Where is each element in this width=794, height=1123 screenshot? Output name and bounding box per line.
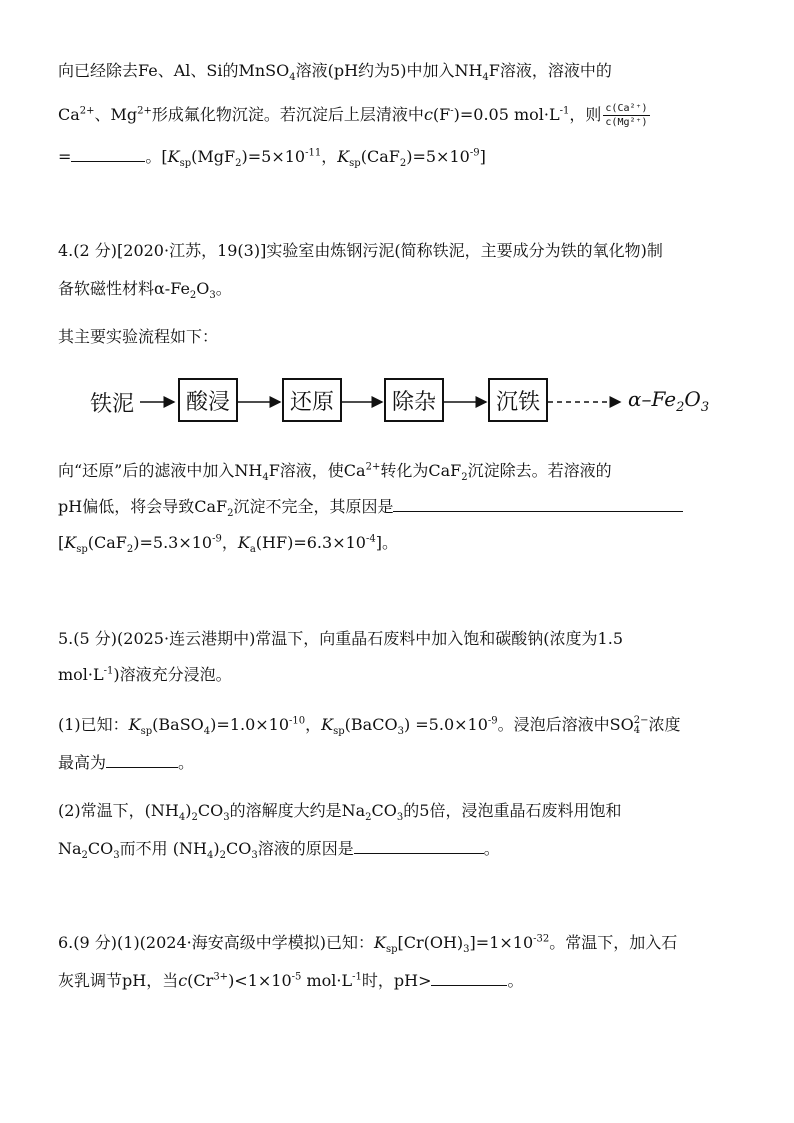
text: 4.(2 分)[2020·江苏，19(3)]实验室由炼钢污泥(简称铁泥，主要成分为铁的氧化物)制	[58, 241, 663, 260]
subscript: 3	[113, 850, 120, 862]
text: [	[58, 533, 65, 552]
subscript: 2	[399, 158, 407, 170]
subscript: 4	[262, 472, 269, 484]
text: CO	[197, 801, 224, 820]
text: 、Mg	[94, 105, 138, 124]
text: (BaSO	[152, 715, 204, 734]
text: K	[64, 533, 77, 552]
text: )	[185, 801, 192, 820]
q4-line-2	[58, 278, 232, 300]
subscript: 2	[676, 400, 685, 415]
subscript: 3	[397, 726, 404, 738]
text: ，则	[569, 105, 602, 124]
text: 。	[483, 839, 500, 858]
text: 的溶解度大约是Na	[229, 801, 366, 820]
fraction-denominator: c(Mg²⁺)	[605, 117, 648, 128]
text: mol·L	[301, 971, 353, 990]
text: ) =5.0×10	[403, 715, 488, 734]
superscript: -5	[291, 971, 302, 983]
text: 。	[215, 279, 232, 298]
text: )溶液充分浸泡。	[113, 665, 232, 684]
subscript: 3	[209, 290, 216, 302]
superscript: 2+	[79, 105, 95, 117]
text: )=0.05 mol·L	[453, 105, 560, 124]
superscript: -11	[305, 147, 322, 159]
text: 溶液(pH约为5)中加入NH	[295, 61, 483, 80]
subscript: 2	[227, 508, 234, 520]
text: ]	[479, 147, 486, 166]
answer-blank[interactable]	[106, 753, 178, 768]
flow-step-impurity-removal	[384, 378, 444, 422]
text: O	[684, 387, 701, 411]
text: 浓度	[648, 715, 681, 734]
subscript: 2	[81, 850, 88, 862]
flow-step-iron-precipitation	[488, 378, 548, 422]
text: (Cr	[187, 971, 214, 990]
text: 。	[178, 753, 195, 772]
subscript: 3	[700, 400, 710, 415]
subscript: 2	[461, 472, 468, 484]
subscript: 4	[633, 724, 641, 736]
text: 。[	[145, 147, 168, 166]
text: 沉铁	[495, 389, 540, 415]
fraction-numerator: c(Ca²⁺)	[605, 103, 648, 114]
text: ，	[321, 147, 338, 166]
q6-line-1	[58, 932, 677, 954]
q6-line-2	[58, 970, 524, 992]
subscript: 4	[178, 812, 186, 824]
superscript: -1	[103, 665, 114, 677]
text: ，	[305, 715, 322, 734]
text: 形成氟化物沉淀。若沉淀后上层清液中	[151, 105, 424, 124]
text: 。常温下，加入石	[549, 933, 678, 952]
q3-line-2	[58, 102, 650, 129]
text: (CaF	[87, 533, 127, 552]
concentration-ratio-fraction	[603, 102, 649, 129]
q5-line-4	[58, 752, 194, 774]
text: 备软磁性材料α-Fe	[58, 279, 190, 298]
text: )	[213, 839, 220, 858]
text: )<1×10	[228, 971, 292, 990]
text: 向“还原”后的滤液中加入NH	[58, 461, 263, 480]
text: (HF)=6.3×10	[255, 533, 366, 552]
text: K	[337, 147, 350, 166]
text: 的5倍，浸泡重晶石废料用饱和	[403, 801, 622, 820]
flow-end-label	[628, 387, 710, 415]
text: K	[128, 715, 141, 734]
subscript: 3	[463, 944, 470, 956]
text: 还原	[289, 389, 334, 415]
q5-line-1	[58, 628, 623, 650]
subscript: sp	[333, 726, 345, 738]
text: 溶液的原因是	[257, 839, 354, 858]
text: 除杂	[391, 389, 436, 415]
text: F溶液，使Ca	[268, 461, 366, 480]
subscript: 3	[396, 812, 404, 824]
q4-line-4	[58, 460, 612, 482]
subscript: sp	[140, 726, 153, 738]
sulfate-charge-script	[634, 716, 649, 736]
text: ，	[221, 533, 238, 552]
subscript: 2	[219, 850, 226, 862]
superscript: -9	[212, 533, 222, 545]
subscript: sp	[349, 158, 361, 170]
text: (MgF	[191, 147, 236, 166]
superscript: -9	[487, 715, 498, 727]
text: (F	[432, 105, 451, 124]
answer-blank[interactable]	[354, 839, 484, 854]
flow-start-label: 铁泥	[90, 392, 135, 417]
text: [Cr(OH)	[397, 933, 464, 952]
text: (BaCO	[344, 715, 398, 734]
subscript: 2	[191, 812, 198, 824]
subscript: 4	[289, 72, 296, 84]
text: 6.(9 分)(1)(2024·海安高级中学模拟)已知：	[58, 933, 374, 952]
text: Na	[58, 839, 82, 858]
superscript: 2+	[137, 105, 152, 117]
superscript: -1	[352, 971, 362, 983]
text: CO	[87, 839, 114, 858]
process-flow-diagram	[90, 378, 730, 426]
text: 沉淀不完全，其原因是	[233, 497, 394, 516]
subscript: a	[249, 544, 256, 556]
q5-line-2	[58, 664, 232, 686]
superscript: -9	[469, 147, 480, 159]
q5-line-3	[58, 714, 681, 736]
superscript: -32	[533, 933, 550, 945]
superscript: -4	[365, 533, 376, 545]
answer-blank[interactable]	[393, 497, 683, 512]
answer-blank[interactable]	[431, 971, 507, 986]
superscript: -1	[559, 105, 570, 117]
text: mol·L	[58, 665, 104, 684]
q5-line-5	[58, 800, 621, 822]
text: 转化为CaF	[380, 461, 462, 480]
text: )=5.3×10	[133, 533, 213, 552]
flow-step-acid-leach	[178, 378, 238, 422]
text: =	[58, 147, 72, 166]
text: 其主要实验流程如下：	[58, 327, 219, 346]
text: 最高为	[58, 753, 107, 772]
text: (2)常温下，(NH	[58, 801, 179, 820]
text: K	[373, 933, 386, 952]
text: pH偏低，将会导致CaF	[58, 497, 228, 516]
text: 灰乳调节pH，当	[58, 971, 179, 990]
text: K	[321, 715, 334, 734]
text: 。浸泡后溶液中SO	[497, 715, 634, 734]
q4-line-1	[58, 240, 663, 262]
subscript: 3	[223, 812, 230, 824]
text: )=1.0×10	[210, 715, 290, 734]
superscript: 2+	[365, 461, 381, 473]
text: c	[423, 105, 433, 124]
text: 向已经除去Fe、Al、Si的MnSO	[58, 61, 290, 80]
text: CO	[225, 839, 252, 858]
superscript: -	[450, 105, 454, 117]
subscript: 2	[365, 812, 372, 824]
subscript: 2	[189, 290, 197, 302]
q3-line-1	[58, 60, 612, 82]
text: CO	[371, 801, 397, 820]
text: O	[196, 279, 210, 298]
text: )=5×10	[406, 147, 470, 166]
superscript: 3+	[213, 971, 229, 983]
text: 5.(5 分)(2025·连云港期中)常温下，向重晶石废料中加入饱和碳酸钠(浓度为1.5	[58, 629, 623, 648]
subscript: sp	[385, 944, 398, 956]
q5-line-6	[58, 838, 500, 860]
q3-line-3	[58, 146, 486, 168]
subscript: 4	[203, 726, 211, 738]
superscript: 2−	[633, 714, 649, 726]
text: 酸浸	[185, 389, 230, 415]
text: c	[178, 971, 188, 990]
text: 沉淀除去。若溶液的	[467, 461, 612, 480]
q4-line-3	[58, 326, 218, 348]
subscript: 2	[126, 544, 134, 556]
text: ]=1×10	[469, 933, 534, 952]
text: 时，pH>	[361, 971, 432, 990]
flow-step-reduction	[282, 378, 342, 422]
text: (1)已知：	[58, 715, 129, 734]
subscript: 4	[206, 850, 214, 862]
text: F溶液，溶液中的	[488, 61, 612, 80]
text: )=5×10	[241, 147, 306, 166]
subscript: sp	[76, 544, 88, 556]
subscript: 2	[235, 158, 242, 170]
subscript: sp	[179, 158, 192, 170]
subscript: 3	[251, 850, 258, 862]
text: Ca	[58, 105, 80, 124]
text: 而不用 (NH	[119, 839, 207, 858]
text: K	[167, 147, 180, 166]
subscript: 4	[482, 72, 489, 84]
superscript: -10	[289, 715, 306, 727]
q4-line-5	[58, 496, 683, 518]
text: (CaF	[360, 147, 400, 166]
text: 。	[507, 971, 524, 990]
text: K	[237, 533, 250, 552]
q4-line-6	[58, 532, 398, 554]
answer-blank[interactable]	[71, 147, 145, 162]
text: ]。	[375, 533, 398, 552]
text: α–Fe	[628, 387, 677, 411]
